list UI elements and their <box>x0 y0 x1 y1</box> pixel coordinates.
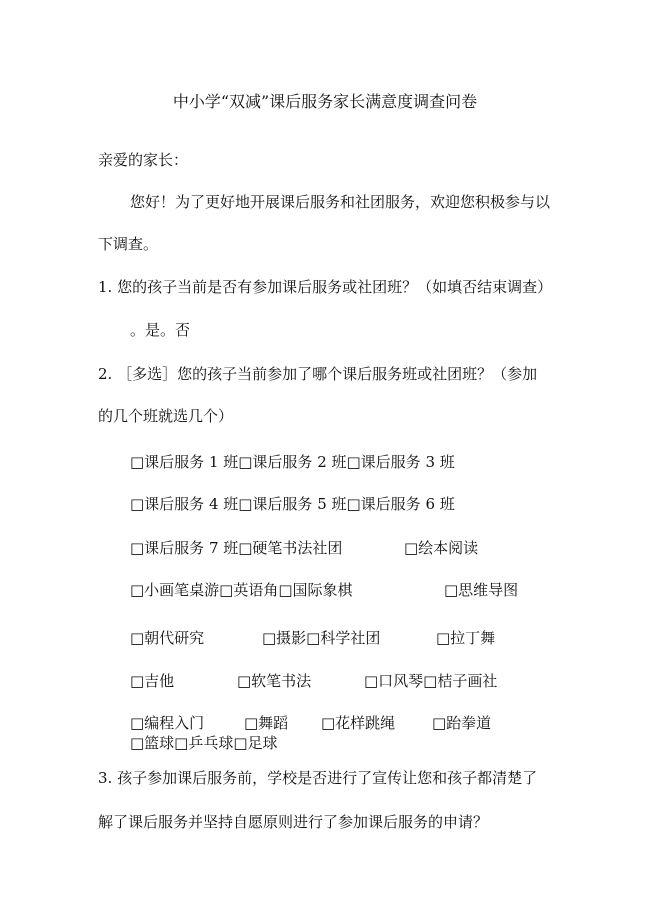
option-ball-sports[interactable]: □篮球□乒乓球□足球 <box>130 734 278 752</box>
option-group-row-3a[interactable]: □课后服务 7 班□硬笔书法社团 <box>130 539 343 557</box>
question-1-text: 1. 您的孩子当前是否有参加课后服务或社团班？（如填否结束调查） <box>98 278 553 296</box>
intro-line-1: 您好！为了更好地开展课后服务和社团服务，欢迎您积极参与以 <box>130 193 551 211</box>
option-mind-map[interactable]: □思维导图 <box>444 581 519 599</box>
option-guitar[interactable]: □吉他 <box>130 672 175 690</box>
option-latin-dance[interactable]: □拉丁舞 <box>436 629 496 647</box>
option-melodica-painting[interactable]: □口风琴□桔子画社 <box>364 672 498 690</box>
option-group-row-1[interactable]: □课后服务 1 班□课后服务 2 班□课后服务 3 班 <box>130 453 455 471</box>
option-group-row-4a[interactable]: □小画笔桌游□英语角□国际象棋 <box>130 581 353 599</box>
page-title: 中小学“双减”课后服务家长满意度调查问卷 <box>172 92 478 111</box>
option-dance[interactable]: □舞蹈 <box>244 714 289 732</box>
option-brush-calligraphy[interactable]: □软笔书法 <box>237 672 312 690</box>
option-taekwondo[interactable]: □跆拳道 <box>432 714 492 732</box>
option-group-row-2[interactable]: □课后服务 4 班□课后服务 5 班□课后服务 6 班 <box>130 495 455 513</box>
option-picture-book-reading[interactable]: □绘本阅读 <box>404 539 479 557</box>
greeting: 亲爱的家长： <box>98 151 189 169</box>
question-3-text-line-1: 3. 孩子参加课后服务前，学校是否进行了宣传让您和孩子都清楚了 <box>98 769 538 787</box>
option-photography-science[interactable]: □摄影□科学社团 <box>262 629 381 647</box>
question-1-options[interactable]: 。是。否 <box>130 321 191 339</box>
option-dynasty-research[interactable]: □朝代研究 <box>130 629 205 647</box>
question-2-text-line-2: 的几个班就选几个） <box>98 407 234 425</box>
option-fancy-rope-skipping[interactable]: □花样跳绳 <box>321 714 396 732</box>
question-2-text-line-1: 2. ［多选］您的孩子当前参加了哪个课后服务班或社团班？（参加 <box>98 365 538 383</box>
question-3-text-line-2: 解了课后服务并坚持自愿原则进行了参加课后服务的申请？ <box>98 813 489 831</box>
intro-line-2: 下调查。 <box>98 235 159 253</box>
option-programming[interactable]: □编程入门 <box>130 714 205 732</box>
